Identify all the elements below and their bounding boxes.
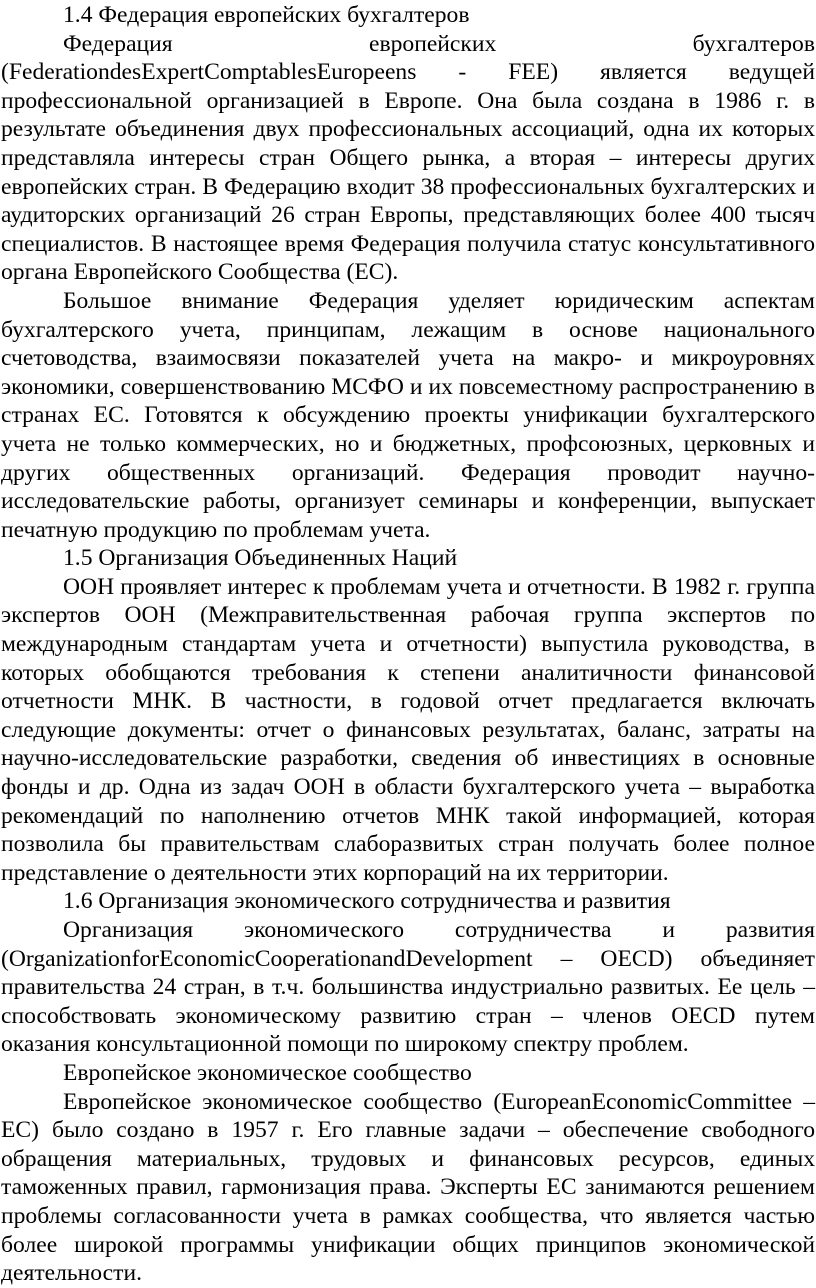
section-heading-un: 1.5 Организация Объединенных Наций <box>63 545 458 572</box>
paragraph-oecd-1: Организация экономического сотрудничества и развития (OrganizationforEconomicCooperationandDevelopment – OECD) объединяет правительства 24 стран, в т.ч. большинства индустриально развитых. Ее цель – способствовать экономическому развитию стран – членов OECD путем оказания консультационной помощи по широкому спектру проблем. <box>1 917 815 1058</box>
paragraph-eec-1: Европейское экономическое сообщество (EuropeanEconomicCommittee – ЕС) было создано в 1957 г. Его главные задачи – обеспечение свободного обращения материальных, трудовых и финансовых ресурсов, единых таможенных правил, гармонизация права. Эксперты ЕС занимаются решением проблемы согласованности учета в рамках сообщества, что является частью более широкой программы унификации общих принципов экономической деятельности. <box>1 1088 815 1287</box>
section-fee <box>1 1 815 544</box>
section-heading-eec: Европейское экономическое сообщество <box>63 1059 472 1086</box>
paragraph-un-1: ООН проявляет интерес к проблемам учета и отчетности. В 1982 г. группа экспертов ООН (Межправительственная рабочая группа экспертов по международным стандартам учета и отчетности) выпустила руководства, в которых обобщаются требования к степени аналитичности финансовой отчетности МНК. В частности, в годовой отчет предлагается включать следующие документы: отчет о финансовых результатах, баланс, затраты на научно-исследовательские разработки, сведения об инвестициях в основные фонды и др. Одна из задач ООН в области бухгалтерского учета – выработка рекомендаций по наполнению отчетов МНК такой информацией, которая позволила бы правительствам слаборазвитых стран получать более полное представление о деятельности этих корпораций на их территории. <box>1 573 815 886</box>
section-heading-oecd: 1.6 Организация экономического сотрудничества и развития <box>63 888 671 915</box>
section-eec <box>1 1059 815 1288</box>
section-oecd <box>1 887 815 1059</box>
paragraph-fee-2: Большое внимание Федерация уделяет юридическим аспектам бухгалтерского учета, принципам, лежащим в основе национального счетоводства, взаимосвязи показателей учета на макро- и микроуровнях экономики, совершенствованию МСФО и их повсеместному распространению в странах ЕС. Готовятся к обсуждению проекты унификации бухгалтерского учета не только коммерческих, но и бюджетных, профсоюзных, церковных и других общественных организаций. Федерация проводит научно-исследовательские работы, организует семинары и конференции, выпускает печатную продукцию по проблемам учета. <box>1 287 815 543</box>
section-heading-fee: 1.4 Федерация европейских бухгалтеров <box>63 2 470 28</box>
paragraph-fee-1: Федерация европейских бухгалтеров (FederationdesExpertComptablesEuropeens - FEE) является ведущей профессиональной организацией в Европе. Она была создана в 1986 г. в результате объединения двух профессиональных ассоциаций, одна их которых представляла интересы стран Общего рынка, а вторая – интересы других европейских стран. В Федерацию входит 38 профессиональных бухгалтерских и аудиторских организаций 26 стран Европы, представляющих более 400 тысяч специалистов. В настоящее время Федерация получила статус консультативного органа Европейского Сообщества (ЕС). <box>1 30 815 286</box>
section-un <box>1 544 815 887</box>
